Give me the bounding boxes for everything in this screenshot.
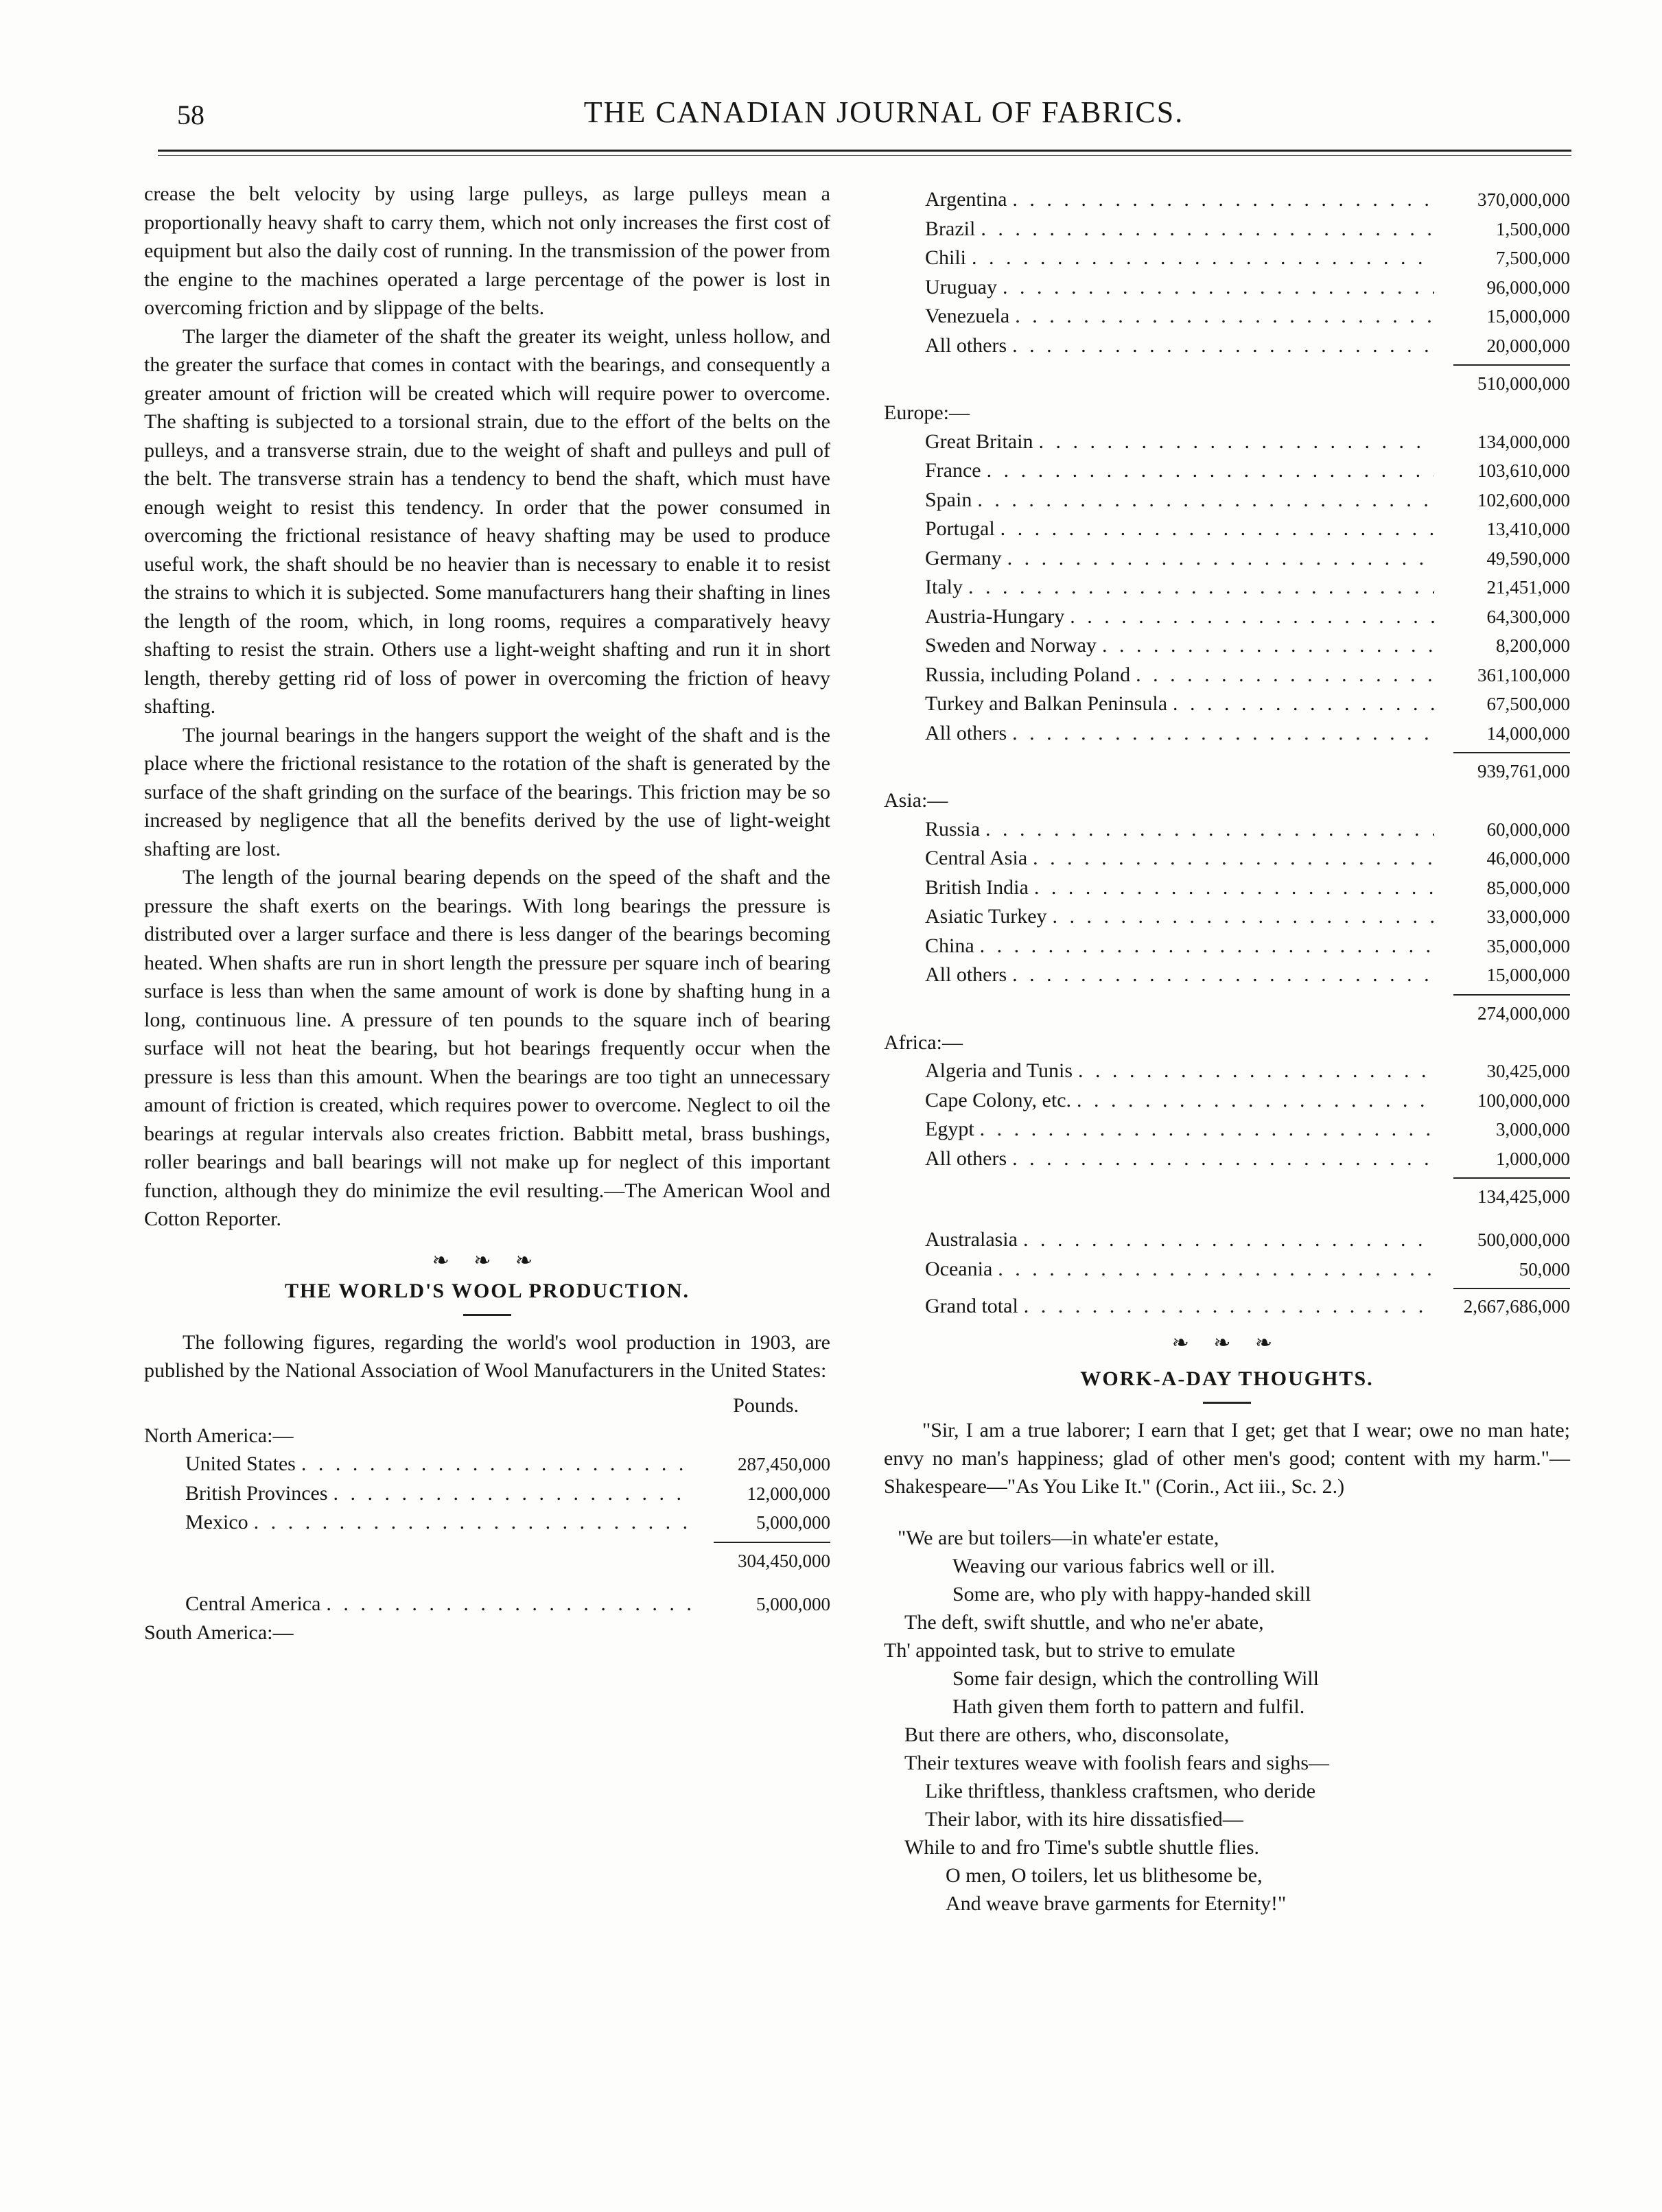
row-label: British India bbox=[925, 875, 1029, 899]
title-rule bbox=[463, 1314, 511, 1316]
row-label: Central Asia bbox=[925, 847, 1028, 869]
work-a-day-title: WORK-A-DAY THOUGHTS. bbox=[1080, 1367, 1374, 1390]
row-label: Oceania bbox=[925, 1257, 993, 1280]
table-row bbox=[884, 456, 1570, 486]
right-column bbox=[884, 185, 1570, 1918]
table-row bbox=[884, 573, 1570, 602]
table-row bbox=[144, 1590, 830, 1619]
row-label: Grand total bbox=[925, 1295, 1018, 1317]
table-row bbox=[884, 273, 1570, 303]
row-label: France bbox=[925, 459, 981, 482]
poem-line: Th' appointed task, but to strive to emulate bbox=[884, 1638, 1235, 1662]
poem-line: Weaving our various fabrics well or ill. bbox=[952, 1554, 1275, 1577]
poem-line: Hath given them forth to pattern and fulfil. bbox=[952, 1695, 1305, 1718]
row-value: 30,425,000 bbox=[1486, 1061, 1570, 1081]
row-value: 12,000,000 bbox=[747, 1483, 830, 1504]
row-label: Brazil bbox=[925, 217, 976, 240]
row-label: Egypt bbox=[925, 1118, 974, 1140]
row-value: 33,000,000 bbox=[1486, 906, 1570, 927]
page-number: 58 bbox=[177, 99, 204, 130]
table-row bbox=[884, 1086, 1570, 1116]
region-total: 304,450,000 bbox=[738, 1550, 830, 1571]
row-label: Venezuela bbox=[925, 305, 1010, 327]
row-value: 287,450,000 bbox=[738, 1454, 830, 1474]
row-label: Algeria and Tunis bbox=[925, 1059, 1073, 1082]
row-label: United States bbox=[185, 1452, 296, 1475]
row-label: Asiatic Turkey bbox=[925, 905, 1047, 928]
table-row bbox=[884, 902, 1570, 932]
row-value: 96,000,000 bbox=[1486, 276, 1570, 298]
row-label: China bbox=[925, 934, 974, 957]
wool-intro: The following figures, regarding the world's wool production in 1903, are published by the National Association of Wool Manufacturers in the United States: bbox=[144, 1330, 830, 1382]
row-value: 500,000,000 bbox=[1477, 1229, 1570, 1250]
sum-rule bbox=[1453, 1288, 1570, 1289]
poem-line: Like thriftless, thankless craftsmen, who deride bbox=[925, 1779, 1316, 1802]
row-label: Austria-Hungary bbox=[925, 604, 1065, 628]
row-value: 370,000,000 bbox=[1477, 189, 1570, 210]
table-row bbox=[884, 244, 1570, 273]
row-label: Russia bbox=[925, 817, 981, 840]
row-value: 15,000,000 bbox=[1486, 965, 1570, 985]
poem-line: And weave brave garments for Eternity!" bbox=[946, 1892, 1287, 1915]
table-row bbox=[884, 544, 1570, 574]
row-value: 1,500,000 bbox=[1496, 218, 1570, 239]
region-label: North America:— bbox=[144, 1424, 294, 1447]
table-row bbox=[884, 302, 1570, 331]
row-value: 361,100,000 bbox=[1477, 664, 1570, 685]
row-value: 5,000,000 bbox=[756, 1593, 830, 1614]
row-label: Central America bbox=[185, 1592, 321, 1615]
title-rule bbox=[1203, 1402, 1251, 1404]
row-label: All others bbox=[925, 963, 1007, 986]
header-rule-thin bbox=[158, 155, 1571, 156]
table-row bbox=[884, 661, 1570, 690]
article-paragraph: The journal bearings in the hangers support the weight of the shaft and is the place where the frictional resistance to the rotation of the shaft is generated by the surface of the shaft grinding on the surface of the bearings. This friction may be so increased by negligence that all the benefits derived by the use of light-weight shafting are lost. bbox=[144, 723, 830, 860]
region-label: South America:— bbox=[144, 1621, 294, 1644]
row-label: British Provinces bbox=[185, 1481, 328, 1505]
poem-line: While to and fro Time's subtle shuttle flies. bbox=[904, 1835, 1260, 1859]
row-label: All others bbox=[925, 333, 1007, 357]
units-label: Pounds. bbox=[733, 1393, 799, 1417]
region-total: 274,000,000 bbox=[1477, 1002, 1570, 1024]
sum-rule bbox=[1453, 752, 1570, 753]
table-row bbox=[884, 719, 1570, 749]
table-row bbox=[144, 1450, 830, 1479]
row-label: Sweden and Norway bbox=[925, 634, 1097, 657]
table-row bbox=[884, 815, 1570, 845]
row-label: Great Britain bbox=[925, 430, 1033, 453]
row-label: Turkey and Balkan Peninsula bbox=[925, 692, 1168, 715]
table-row bbox=[884, 486, 1570, 515]
region-label: Asia:— bbox=[884, 789, 948, 812]
row-value: 103,610,000 bbox=[1477, 460, 1570, 481]
shakespeare-quote: "Sir, I am a true laborer; I earn that I get; get that I wear; owe no man hate; envy no man's happiness; glad of other men's good; content with my harm."—Shakespeare—"As You Like It." (Corin., Act iii., Sc. 2.) bbox=[884, 1418, 1570, 1498]
row-label: Australasia bbox=[925, 1228, 1018, 1251]
poem-line: "We are but toilers—in whate'er estate, bbox=[898, 1526, 1219, 1549]
grand-total-row bbox=[884, 1292, 1570, 1321]
row-value: 20,000,000 bbox=[1486, 335, 1570, 356]
table-row bbox=[884, 873, 1570, 903]
table-row bbox=[884, 1144, 1570, 1174]
row-value: 5,000,000 bbox=[756, 1512, 830, 1533]
region-label: Africa:— bbox=[884, 1031, 963, 1054]
table-row bbox=[884, 515, 1570, 544]
table-row bbox=[884, 844, 1570, 873]
poem bbox=[884, 1524, 1570, 1918]
row-label: Chili bbox=[925, 246, 967, 269]
row-value: 1,000,000 bbox=[1496, 1148, 1570, 1169]
table-row bbox=[884, 427, 1570, 457]
row-value: 50,000 bbox=[1519, 1258, 1570, 1280]
row-label: Uruguay bbox=[925, 275, 997, 298]
row-value: 13,410,000 bbox=[1486, 519, 1570, 539]
table-row bbox=[144, 1479, 830, 1509]
table-row bbox=[884, 631, 1570, 661]
row-label: All others bbox=[925, 1146, 1007, 1170]
table-row bbox=[884, 932, 1570, 961]
row-value: 21,451,000 bbox=[1486, 577, 1570, 598]
table-row bbox=[884, 1255, 1570, 1284]
row-value: 49,590,000 bbox=[1486, 548, 1570, 569]
row-value: 35,000,000 bbox=[1486, 935, 1570, 956]
row-value: 3,000,000 bbox=[1496, 1119, 1570, 1140]
row-label: Mexico bbox=[185, 1511, 248, 1533]
row-value: 64,300,000 bbox=[1486, 606, 1570, 627]
region-total: 510,000,000 bbox=[1477, 373, 1570, 394]
header-rule-thick bbox=[158, 150, 1571, 152]
row-label: Portugal bbox=[925, 517, 995, 540]
left-column bbox=[144, 180, 830, 1647]
table-row bbox=[144, 1508, 830, 1538]
row-value: 100,000,000 bbox=[1477, 1090, 1570, 1111]
table-row bbox=[884, 1115, 1570, 1144]
row-label: Russia, including Poland bbox=[925, 663, 1131, 686]
row-label: Spain bbox=[925, 488, 972, 511]
wool-table-right bbox=[884, 185, 1570, 1321]
poem-line: Their textures weave with foolish fears and sighs— bbox=[904, 1751, 1329, 1774]
poem-line: O men, O toilers, let us blithesome be, bbox=[946, 1863, 1263, 1887]
wool-production-title: THE WORLD'S WOOL PRODUCTION. bbox=[285, 1279, 690, 1302]
poem-line: The deft, swift shuttle, and who ne'er abate, bbox=[904, 1610, 1264, 1634]
region-label: Europe:— bbox=[884, 401, 970, 424]
row-value: 15,000,000 bbox=[1486, 306, 1570, 327]
row-label: All others bbox=[925, 721, 1007, 744]
poem-line: But there are others, who, disconsolate, bbox=[904, 1723, 1230, 1746]
region-total: 134,425,000 bbox=[1477, 1186, 1570, 1207]
table-row bbox=[884, 1225, 1570, 1255]
sum-rule bbox=[1453, 364, 1570, 366]
article-paragraph: The length of the journal bearing depends on the speed of the shaft and the pressure the shaft exerts on the bearings. With long bearings the pressure is distributed over a larger surface and there is less danger of the bearings becoming heated. When shafts are run in short length the pressure per square inch of bearing surface is less than when the same amount of work is done by shafting hung in a long, continuous line. A pressure of ten pounds to the square inch of bearing surface will not heat the bearing, but hot bearings frequently occur when the pressure is less than this amount. When the bearings are too tight an unnecessary amount of friction is created, which requires power to overcome. Neglect to oil the bearings at regular intervals also creates friction. Babbitt metal, brass bushings, roller bearings and ball bearings will not make up for neglect of this important function, although they do minimize the evil resulting.—The American Wool and Cotton Reporter. bbox=[144, 866, 830, 1230]
page-header bbox=[177, 95, 1591, 150]
journal-title: THE CANADIAN JOURNAL OF FABRICS. bbox=[583, 95, 1184, 129]
region-total: 939,761,000 bbox=[1477, 761, 1570, 781]
poem-line: Some fair design, which the controlling Will bbox=[952, 1667, 1319, 1690]
row-value: 46,000,000 bbox=[1486, 848, 1570, 869]
row-value: 85,000,000 bbox=[1486, 877, 1570, 898]
row-value: 7,500,000 bbox=[1496, 248, 1570, 268]
table-row bbox=[884, 331, 1570, 361]
row-value: 14,000,000 bbox=[1486, 722, 1570, 744]
table-row bbox=[884, 602, 1570, 632]
article-paragraph: The larger the diameter of the shaft the greater its weight, unless hollow, and the greater the surface that comes in contact with the bearings, and consequently a greater amount of friction will be created which will require power to overcome. The shafting is subjected to a torsional strain, due to the effort of the belts on the pulleys, and a transverse strain, due to the weight of shaft and pulleys and pull of the belt. The transverse strain has a tendency to bend the shaft, which must have enough weight to resist this tendency. In order that the power consumed in overcoming the frictional resistance of heavy shafting may be used to produce useful work, the shaft should be no heavier than is necessary to enable it to resist the strains to which it is subjected. Some manufacturers hang their shafting in lines the length of the room, which, in long rooms, requires a comparatively heavy shafting to resist the strain. Others use a light-weight shafting and run it in short length, thereby getting rid of loss of power in overcoming the friction of heavy shafting. bbox=[144, 325, 830, 718]
row-value: 8,200,000 bbox=[1496, 635, 1570, 656]
row-value: 102,600,000 bbox=[1477, 489, 1570, 510]
table-row bbox=[884, 690, 1570, 719]
row-label: Argentina bbox=[925, 188, 1007, 211]
section-ornament: ❧ ❧ ❧ bbox=[432, 1249, 543, 1272]
row-label: Cape Colony, etc. bbox=[925, 1088, 1072, 1111]
grand-total-value: 2,667,686,000 bbox=[1463, 1296, 1570, 1317]
row-value: 67,500,000 bbox=[1486, 694, 1570, 714]
section-ornament: ❧ ❧ ❧ bbox=[1171, 1331, 1283, 1354]
wool-table-left bbox=[144, 1422, 830, 1647]
sum-rule bbox=[1453, 994, 1570, 996]
sum-rule bbox=[1453, 1177, 1570, 1179]
table-row bbox=[884, 215, 1570, 244]
table-row bbox=[884, 961, 1570, 990]
sum-rule bbox=[714, 1542, 830, 1543]
row-label: Germany bbox=[925, 546, 1002, 569]
table-row bbox=[884, 185, 1570, 215]
row-label: Italy bbox=[925, 576, 963, 598]
row-value: 134,000,000 bbox=[1477, 431, 1570, 452]
poem-line: Their labor, with its hire dissatisfied— bbox=[925, 1807, 1243, 1831]
row-value: 60,000,000 bbox=[1486, 819, 1570, 840]
article-paragraph: crease the belt velocity by using large pulleys, as large pulleys mean a proportionally heavy shaft to carry them, which not only increases the first cost of equipment but also the daily cost of running. In the transmission of the power from the engine to the machines operated a large percentage of the power is lost in overcoming friction and by slippage of the belts. bbox=[144, 183, 830, 319]
table-row bbox=[884, 1057, 1570, 1086]
poem-line: Some are, who ply with happy-handed skill bbox=[952, 1582, 1311, 1605]
